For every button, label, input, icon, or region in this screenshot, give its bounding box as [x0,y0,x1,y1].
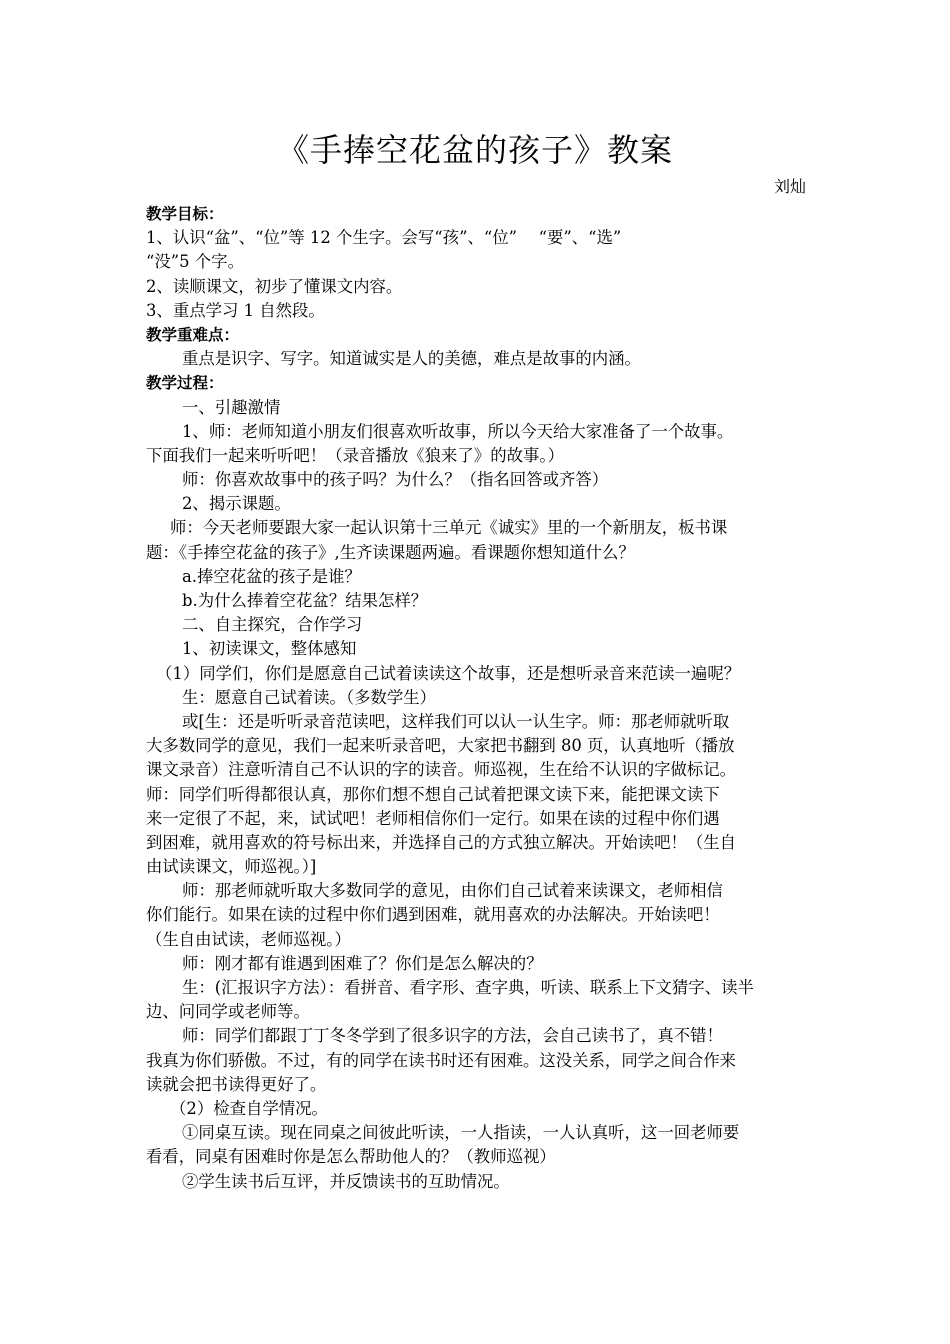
body-line: b.为什么捧着空花盆？结果怎样？ [182,591,428,610]
body-line: （1）同学们，你们是愿意自己试着读读这个故事，还是想听录音来范读一遍呢？ [156,663,741,683]
body-line: 1、认识“盆”、“位”等 12 个生字。会写“孩”、“位” “要”、“选” [146,228,622,248]
document-body [146,202,810,1194]
body-line: 1、初读课文，整体感知 [182,639,357,659]
document-author: 刘灿 [773,177,806,196]
body-line: 二、自主探究，合作学习 [182,615,363,635]
body-line: 或[生：还是听听录音范读吧，这样我们可以认一认生字。师：那老师就听取 [182,711,730,731]
body-line: 师：同学们都跟丁丁冬冬学到了很多识字的方法，会自己读书了，真不错！ [182,1026,723,1046]
body-line: 生：愿意自己试着读。（多数学生） [182,687,437,707]
document-title: 《手捧空花盆的孩子》教案 [276,131,673,169]
body-line: a.捧空花盆的孩子是谁？ [182,566,361,586]
body-line: 你们能行。如果在读的过程中你们遇到困难，就用喜欢的办法解决。开始读吧！ [146,905,720,925]
body-line: 看看，同桌有困难时你是怎么帮助他人的？（教师巡视） [146,1147,556,1167]
section-heading: 教学重难点： [146,325,240,344]
body-line: 下面我们一起来听听吧！（录音播放《狼来了》的故事。） [146,445,564,465]
body-line: 我真为你们骄傲。不过，有的同学在读书时还有困难。这没关系，同学之间合作来 [146,1050,737,1070]
body-line: 师：今天老师要跟大家一起认识第十三单元《诚实》里的一个新朋友，板书课 [170,518,728,538]
body-line: （生自由试读，老师巡视。） [146,929,351,949]
body-line: 由试读课文，师巡视。）] [146,857,317,877]
body-line: 2、读顺课文，初步了懂课文内容。 [146,276,403,296]
body-line: 到困难，就用喜欢的符号标出来，并选择自己的方式独立解决。开始读吧！（生自 [146,832,737,852]
body-line: 生：(汇报识字方法）：看拼音、看字形、查字典，听读、联系上下文猜字、读半 [182,978,754,997]
body-line: 课文录音）注意听清自己不认识的字的读音。师巡视，生在给不认识的字做标记。 [146,760,737,780]
body-line: 大多数同学的意见，我们一起来听录音吧，大家把书翻到 80 页，认真地听（播放 [146,736,735,756]
body-line: 师：同学们听得都很认真，那你们想不想自己试着把课文读下来，能把课文读下 [146,784,720,804]
body-line: 3、重点学习 1 自然段。 [146,300,325,320]
body-line: 师：刚才都有谁遇到困难了？你们是怎么解决的？ [182,953,543,973]
body-line: ②学生读书后互评，并反馈读书的互助情况。 [182,1171,510,1191]
body-line: 重点是识字、写字。知道诚实是人的美德，难点是故事的内涵。 [182,349,641,369]
body-line: 2、揭示课题。 [182,494,291,514]
body-line: 题：《手捧空花盆的孩子》,生齐读课题两遍。看课题你想知道什么？ [146,542,635,562]
body-line: 1、师：老师知道小朋友们很喜欢听故事，所以今天给大家准备了一个故事。 [182,421,734,441]
body-line: 边、问同学或老师等。 [146,1002,310,1022]
body-line: 师：你喜欢故事中的孩子吗？为什么？（指名回答或齐答） [182,470,609,490]
body-line: 一、引趣激情 [182,397,281,417]
body-line: 来一定很了不起，来，试试吧！老师相信你们一定行。如果在读的过程中你们遇 [146,808,720,828]
section-heading: 教学过程： [146,374,224,393]
body-line: 读就会把书读得更好了。 [146,1074,327,1094]
body-line: 师：那老师就听取大多数同学的意见，由你们自己试着来读课文，老师相信 [182,881,723,901]
body-line: “没”5 个字。 [146,252,244,272]
body-line: （2）检查自学情况。 [170,1098,328,1118]
section-heading: 教学目标： [146,205,224,223]
body-line: ①同桌互读。现在同桌之间彼此听读，一人指读，一人认真听，这一回老师要 [182,1123,740,1143]
